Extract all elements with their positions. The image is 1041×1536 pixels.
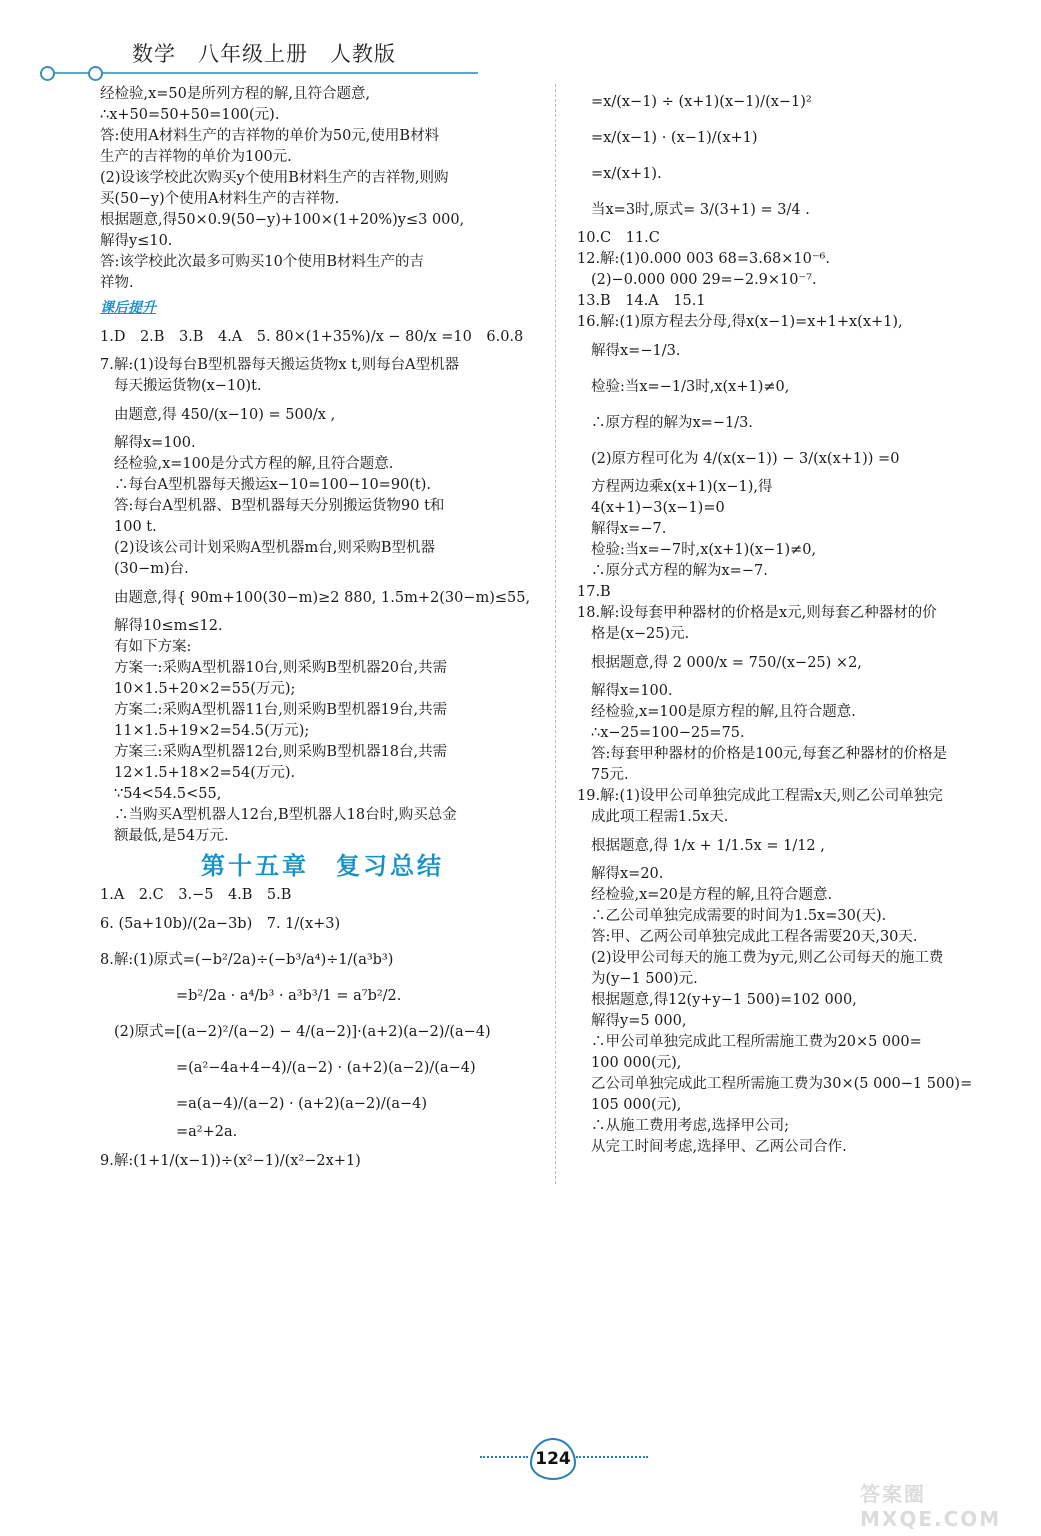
text-line: 解得y=5 000, xyxy=(591,1013,687,1029)
equation-line: 由题意,得 450/(x−10) = 500/x , xyxy=(114,407,336,423)
equation-line: (2)原方程可化为 4/(x(x−1)) − 3/(x(x+1)) =0 xyxy=(591,451,900,467)
equation-line: 9.解:(1+1/(x−1))÷(x²−1)/(x²−2x+1) xyxy=(100,1153,361,1169)
text-line: 解得x=100. xyxy=(591,683,673,699)
text-line: ∴原分式方程的解为x=−7. xyxy=(591,563,768,579)
text-line: 答:该学校此次最多可购买10个使用B材料生产的吉 xyxy=(100,254,424,270)
text-line: (30−m)台. xyxy=(114,561,189,577)
text-line: (2)设该学校此次购买y个使用B材料生产的吉祥物,则购 xyxy=(100,170,449,186)
text-line: ∴乙公司单独完成需要的时间为1.5x=30(天). xyxy=(591,908,887,924)
equation-line: 根据题意,得 1/x + 1/1.5x = 1/12 , xyxy=(591,838,825,854)
answer-line: 6. (5a+10b)/(2a−3b) 7. 1/(x+3) xyxy=(100,916,341,932)
answer-line: 16.解:(1)原方程去分母,得x(x−1)=x+1+x(x+1), xyxy=(577,314,903,330)
header-rule xyxy=(40,72,478,74)
text-line: 成此项工程需1.5x天. xyxy=(591,809,729,825)
text-line: ∴从施工费用考虑,选择甲公司; xyxy=(591,1118,789,1134)
text-line: 100 t. xyxy=(114,519,157,535)
text-line: 解得x=−7. xyxy=(591,521,667,537)
text-line: 方案三:采购A型机器12台,则采购B型机器18台,共需 xyxy=(114,744,448,760)
chapter-title: 第十五章 复习总结 xyxy=(201,851,444,880)
answer-line: 18.解:设每套甲种器材的价格是x元,则每套乙种器材的价 xyxy=(577,605,937,621)
equation-line: 解得x=−1/3. xyxy=(591,343,681,359)
page-footer xyxy=(480,1438,650,1478)
text-line: ∴当购买A型机器人12台,B型机器人18台时,购买总金 xyxy=(114,807,457,823)
text-line: 格是(x−25)元. xyxy=(591,626,690,642)
text-line: 100 000(元), xyxy=(591,1055,682,1071)
text-line: 答:每台A型机器、B型机器每天分别搬运货物90 t和 xyxy=(114,498,445,514)
text-line: 10×1.5+20×2=55(万元); xyxy=(114,681,296,697)
answer-line: 7.解:(1)设每台B型机器每天搬运货物x t,则每台A型机器 xyxy=(100,357,460,373)
text-line: ∴每台A型机器每天搬运x−10=100−10=90(t). xyxy=(114,477,432,493)
text-line: 解得10≤m≤12. xyxy=(114,618,223,634)
footer-dotted-rule xyxy=(480,1456,528,1458)
text-line: (2)−0.000 000 29=−2.9×10⁻⁷. xyxy=(591,272,817,288)
text-line: 乙公司单独完成此工程所需施工费为30×(5 000−1 500)= xyxy=(591,1076,973,1092)
answer-line: 19.解:(1)设甲公司单独完成此工程需x天,则乙公司单独完 xyxy=(577,788,943,804)
equation-line: 8.解:(1)原式=(−b²/2a)÷(−b³/a⁴)÷1/(a³b³) xyxy=(100,952,394,968)
section-label: 课后提升 xyxy=(100,300,156,316)
text-line: 为(y−1 500)元. xyxy=(591,971,698,987)
answer-line: 1.A 2.C 3.−5 4.B 5.B xyxy=(100,887,292,903)
right-column xyxy=(577,84,1027,1158)
equation-line: =(a²−4a+4−4)/(a−2) · (a+2)(a−2)/(a−4) xyxy=(176,1060,476,1076)
text-line: 买(50−y)个使用A材料生产的吉祥物. xyxy=(100,191,340,207)
text-line: ∴x−25=100−25=75. xyxy=(591,725,745,741)
answer-line: 17.B xyxy=(577,584,611,600)
text-line: 额最低,是54万元. xyxy=(114,828,229,844)
answer-line: 1.D 2.B 3.B 4.A 5. 80×(1+35%)/x − 80/x =10 6.0.8 xyxy=(100,329,524,345)
header-dot-icon xyxy=(88,66,103,81)
text-line: 答:每套甲种器材的价格是100元,每套乙种器材的价格是 xyxy=(591,746,948,762)
text-line: ∴甲公司单独完成此工程所需施工费为20×5 000= xyxy=(591,1034,922,1050)
column-divider xyxy=(555,84,556,1184)
text-line: 祥物. xyxy=(100,275,134,291)
equation-line: 检验:当x=−1/3时,x(x+1)≠0, xyxy=(591,379,790,395)
text-line: 从完工时间考虑,选择甲、乙两公司合作. xyxy=(591,1139,847,1155)
answer-line: 12.解:(1)0.000 003 68=3.68×10⁻⁶. xyxy=(577,251,830,267)
text-line: 方程两边乘x(x+1)(x−1),得 xyxy=(591,479,773,495)
text-line: 75元. xyxy=(591,767,629,783)
text-line: 经检验,x=100是分式方程的解,且符合题意. xyxy=(114,456,394,472)
equation-line: =a(a−4)/(a−2) · (a+2)(a−2)/(a−4) xyxy=(176,1096,428,1112)
text-line: (2)设该公司计划采购A型机器m台,则采购B型机器 xyxy=(114,540,436,556)
equation-line: =a²+2a. xyxy=(176,1124,238,1140)
text-line: (2)设甲公司每天的施工费为y元,则乙公司每天的施工费 xyxy=(591,950,944,966)
text-line: 生产的吉祥物的单价为100元. xyxy=(100,149,292,165)
text-line: 12×1.5+18×2=54(万元). xyxy=(114,765,296,781)
book-title: 数学 八年级上册 人教版 xyxy=(132,42,396,66)
equation-line: 当x=3时,原式= 3/(3+1) = 3/4 . xyxy=(591,202,810,218)
text-line: 有如下方案: xyxy=(114,639,192,655)
text-line: 经检验,x=100是原方程的解,且符合题意. xyxy=(591,704,856,720)
equation-line: ∴原方程的解为x=−1/3. xyxy=(591,415,753,431)
watermark-logo xyxy=(860,1430,1030,1530)
text-line: ∴x+50=50+50=100(元). xyxy=(100,107,280,123)
text-line: 方案一:采购A型机器10台,则采购B型机器20台,共需 xyxy=(114,660,448,676)
left-column xyxy=(100,84,545,1179)
text-line: 4(x+1)−3(x−1)=0 xyxy=(591,500,725,516)
equation-line: =b²/2a · a⁴/b³ · a³b³/1 = a⁷b²/2. xyxy=(176,988,402,1004)
header-dot-icon xyxy=(40,66,55,81)
text-line: 检验:当x=−7时,x(x+1)(x−1)≠0, xyxy=(591,542,817,558)
watermark-text: 答案圈 MXQE.COM xyxy=(860,1482,1002,1531)
text-line: 根据题意,得50×0.9(50−y)+100×(1+20%)y≤3 000, xyxy=(100,212,465,228)
text-line: 根据题意,得12(y+y−1 500)=102 000, xyxy=(591,992,857,1008)
text-line: ∵54<54.5<55, xyxy=(114,786,222,802)
text-line: 解得y≤10. xyxy=(100,233,173,249)
page-header xyxy=(0,0,1041,90)
equation-line: 根据题意,得 2 000/x = 750/(x−25) ×2, xyxy=(591,655,862,671)
text-line: 105 000(元), xyxy=(591,1097,682,1113)
text-line: 答:甲、乙两公司单独完成此工程各需要20天,30天. xyxy=(591,929,918,945)
equation-line: (2)原式=[(a−2)²/(a−2) − 4/(a−2)]·(a+2)(a−2)/(a−4) xyxy=(114,1024,491,1040)
text-line: 经检验,x=20是方程的解,且符合题意. xyxy=(591,887,833,903)
equation-line: =x/(x−1) · (x−1)/(x+1) xyxy=(591,130,758,146)
text-line: 每天搬运货物(x−10)t. xyxy=(114,378,262,394)
equation-line: =x/(x−1) ÷ (x+1)(x−1)/(x−1)² xyxy=(591,94,812,110)
footer-dotted-rule xyxy=(576,1456,648,1458)
text-line: 解得x=100. xyxy=(114,435,196,451)
text-line: 经检验,x=50是所列方程的解,且符合题意, xyxy=(100,86,371,102)
text-line: 11×1.5+19×2=54.5(万元); xyxy=(114,723,310,739)
text-line: 解得x=20. xyxy=(591,866,664,882)
equation-line: 由题意,得{ 90m+100(30−m)≥2 880, 1.5m+2(30−m)≤55, xyxy=(114,590,531,606)
page-number: 124 xyxy=(530,1438,576,1480)
text-line: 答:使用A材料生产的吉祥物的单价为50元,使用B材料 xyxy=(100,128,440,144)
equation-line: =x/(x+1). xyxy=(591,166,662,182)
text-line: 方案二:采购A型机器11台,则采购B型机器19台,共需 xyxy=(114,702,448,718)
answer-line: 13.B 14.A 15.1 xyxy=(577,293,706,309)
answer-line: 10.C 11.C xyxy=(577,230,660,246)
